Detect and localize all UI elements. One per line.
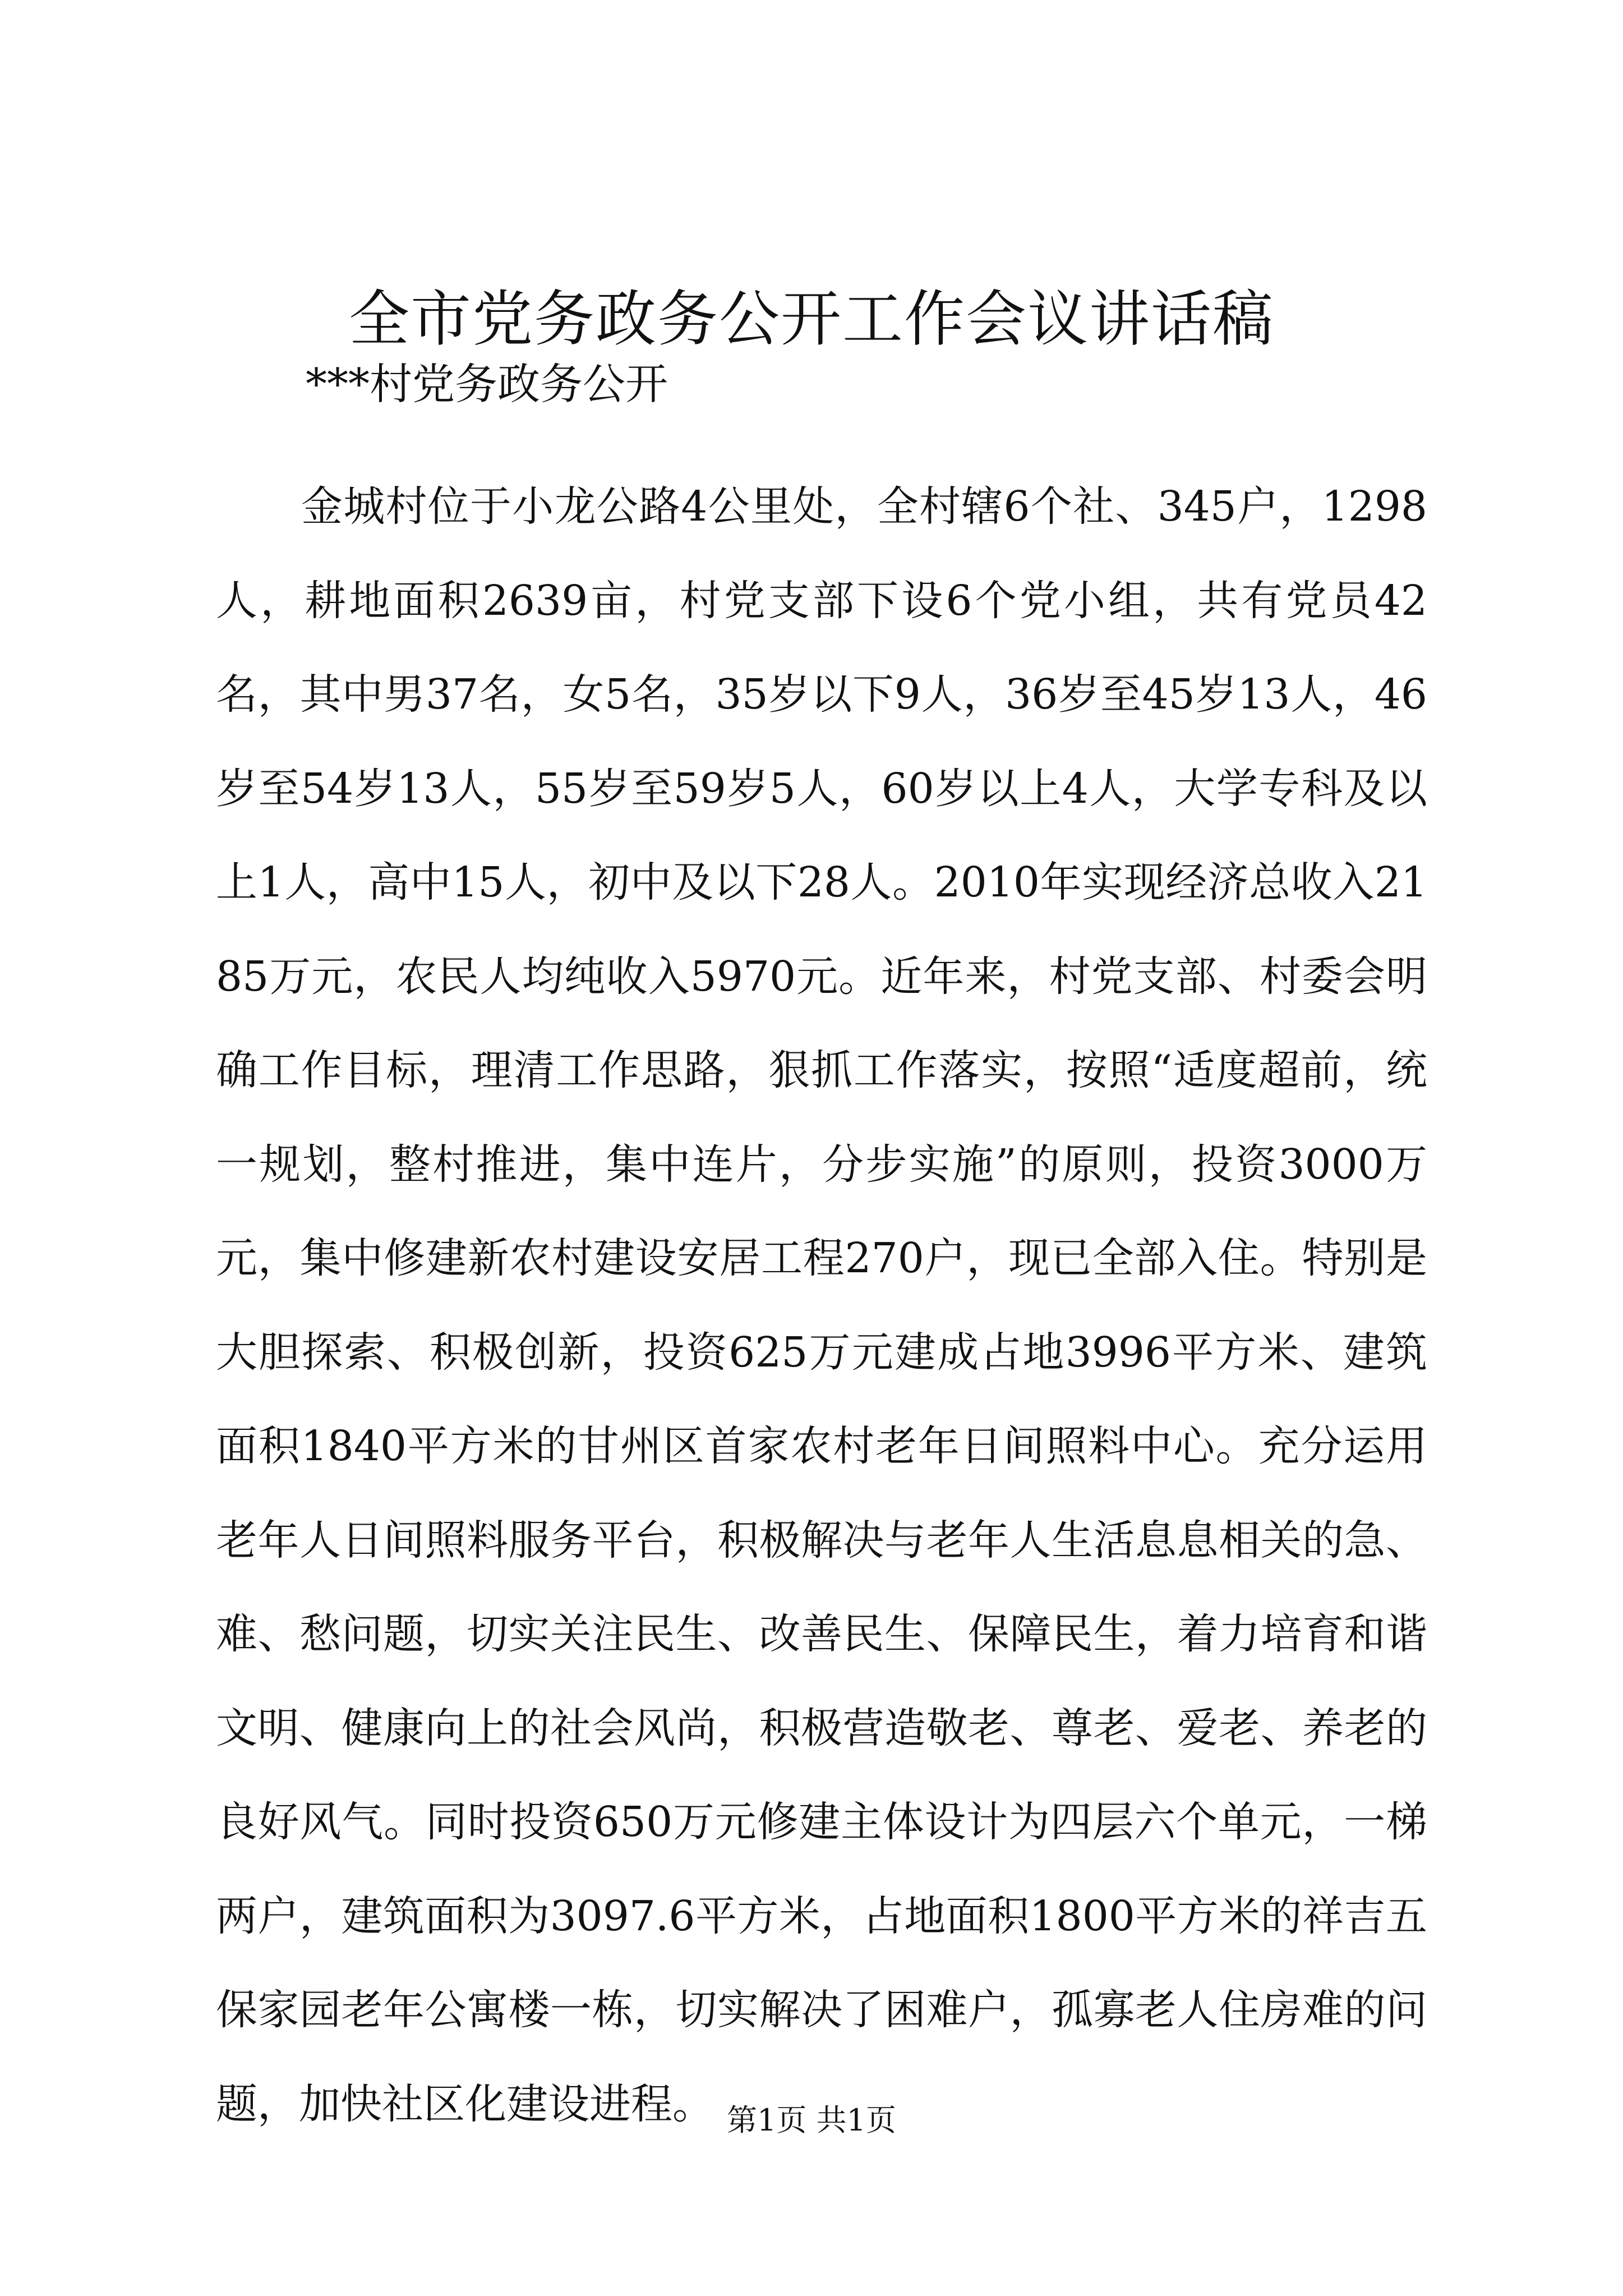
document-title: 全市党务政务公开工作会议讲话稿 (348, 284, 1274, 355)
document-subtitle: ***村党务政务公开 (306, 359, 668, 409)
page-number: 第1页 共1页 (727, 2102, 896, 2138)
body-paragraph: 金城村位于小龙公路4公里处，全村辖6个社、345户，1298人，耕地面积2639亩，村党支部下设6个党小组，共有党员42名，其中男37名，女5名，35岁以下9人，36岁至45岁13人，46岁至54岁13人，55岁至59岁5人，60岁以上4人，大学专科及以上1人，高中15人，初中及以下28人。2010年实现经济总收入2185万元，农民人均纯收入5970元。近年来，村党支部、村委会明确工作目标，理清工作思路，狠抓工作落实，按照“适度超前，统一规划，整村推进，集中连片，分步实施”的原则，投资3000万元，集中修建新农村建设安居工程270户，现已全部入住。特别是大胆探索、积极创新，投资625万元建成占地3996平方米、建筑面积1840平方米的甘州区首家农村老年日间照料中心。充分运用老年人日间照料服务平台，积极解决与老年人生活息息相关的急、难、愁问题，切实关注民生、改善民生、保障民生，着力培育和谐文明、健康向上的社会风尚，积极营造敬老、尊老、爱老、养老的良好风气。同时投资650万元修建主体设计为四层六个单元，一梯两户，建筑面积为3097.6平方米，占地面积1800平方米的祥吉五保家园老年公寓楼一栋，切实解决了困难户，孤寡老人住房难的问题，加快社区化建设进程。 (216, 482, 1427, 2128)
